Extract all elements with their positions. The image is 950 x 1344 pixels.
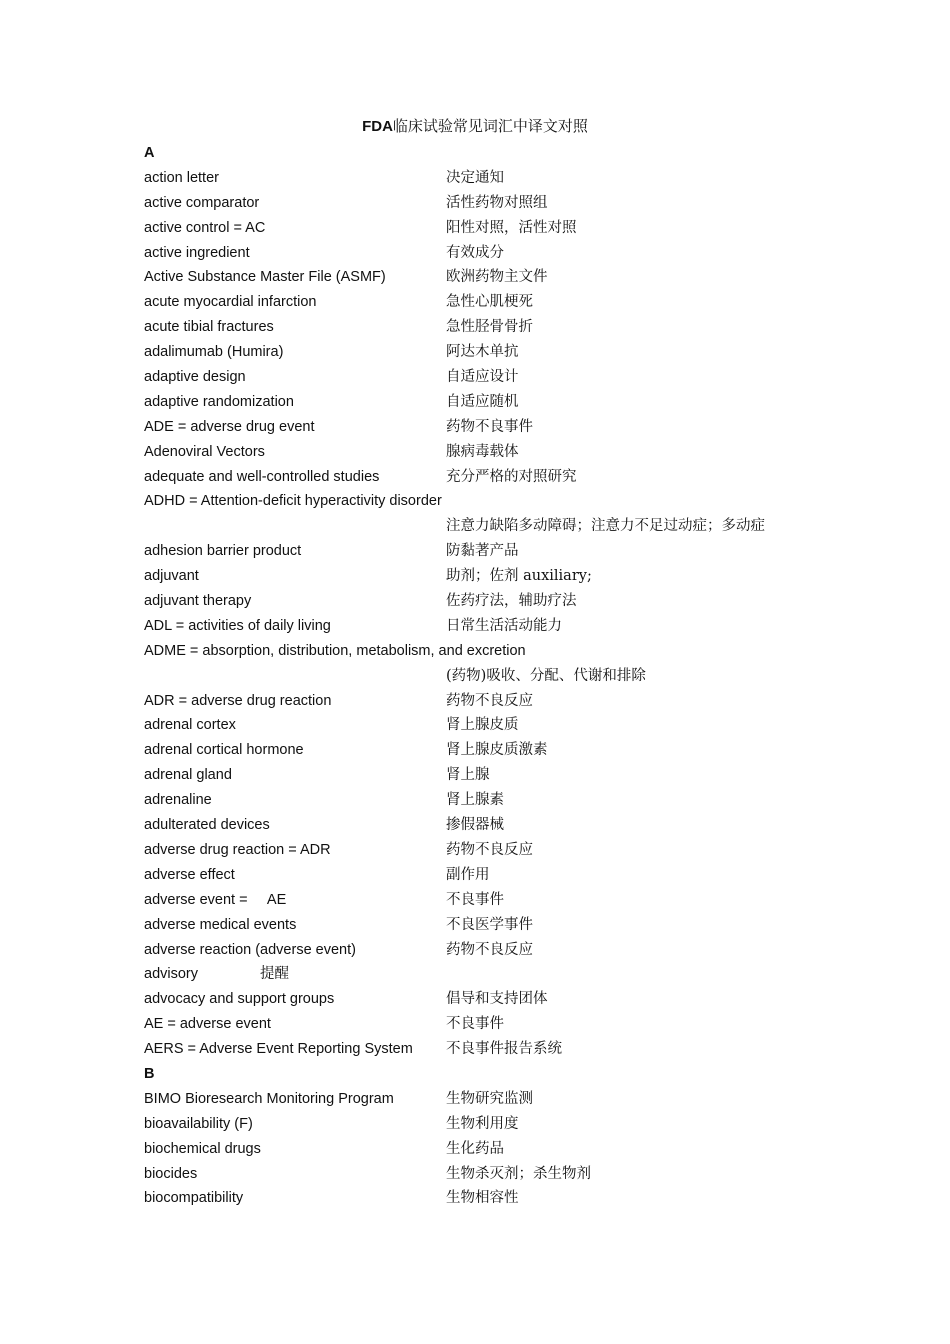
chinese-translation: 防黏著产品 — [446, 543, 519, 560]
english-term-text: advisory — [144, 966, 198, 983]
chinese-translation: 急性心肌梗死 — [446, 294, 533, 311]
glossary-entry — [144, 315, 844, 340]
english-term: advocacy and support groups — [144, 991, 335, 1008]
english-term: BIMO Bioresearch Monitoring Program — [144, 1090, 394, 1107]
glossary-entry — [144, 1162, 844, 1187]
glossary-entry — [144, 987, 844, 1012]
english-term: acute myocardial infarction — [144, 294, 317, 311]
title-prefix: FDA — [362, 118, 393, 135]
glossary-entry — [144, 290, 844, 315]
glossary-entry — [144, 265, 844, 290]
section-heading: A — [144, 145, 155, 161]
english-term: adhesion barrier product — [144, 543, 302, 560]
chinese-translation: 阳性对照，活性对照 — [446, 219, 577, 236]
chinese-translation: 不良事件 — [446, 891, 504, 908]
chinese-translation: 不良医学事件 — [446, 916, 533, 933]
chinese-translation: 注意力缺陷多动障碍；注意力不足过动症；多动症 — [446, 518, 765, 535]
glossary-entry — [144, 365, 844, 390]
chinese-translation: 提醒 — [260, 966, 289, 983]
glossary-entry — [144, 788, 844, 813]
glossary-entry — [144, 191, 844, 216]
section-letter-b — [144, 1062, 844, 1087]
glossary-entry — [144, 564, 844, 589]
english-term: adaptive randomization — [144, 393, 294, 410]
english-term: adrenal cortical hormone — [144, 742, 304, 759]
glossary-entry — [144, 813, 844, 838]
chinese-translation: 肾上腺皮质 — [446, 717, 519, 734]
chinese-translation: 有效成分 — [446, 244, 504, 261]
english-term: ADE = adverse drug event — [144, 418, 315, 435]
section-heading: B — [144, 1065, 155, 1082]
english-term: Active Substance Master File (ASMF) — [144, 269, 386, 286]
glossary-entry — [144, 539, 844, 564]
english-term: adulterated devices — [144, 817, 270, 834]
english-term: biochemical drugs — [144, 1140, 261, 1157]
glossary-entry — [144, 664, 844, 689]
english-term: adrenal gland — [144, 767, 232, 784]
english-term: ADL = activities of daily living — [144, 617, 331, 634]
chinese-translation: (药物)吸收、分配、代谢和排除 — [446, 667, 646, 684]
english-term: AE = adverse event — [144, 1016, 271, 1033]
glossary-entry — [144, 614, 844, 639]
english-term: adalimumab (Humira) — [144, 344, 284, 361]
glossary-entry — [144, 713, 844, 738]
glossary-entry — [144, 863, 844, 888]
english-term: acute tibial fractures — [144, 319, 274, 336]
english-term: adverse effect — [144, 866, 235, 883]
english-term: adverse medical events — [144, 916, 297, 933]
english-term: biocides — [144, 1165, 198, 1182]
chinese-translation: 腺病毒载体 — [446, 443, 519, 460]
chinese-translation: 肾上腺皮质激素 — [446, 742, 548, 759]
english-term: AERS = Adverse Event Reporting System — [144, 1041, 413, 1058]
english-term: active ingredient — [144, 244, 250, 261]
english-term: adverse drug reaction = ADR — [144, 841, 331, 858]
english-term: adequate and well-controlled studies — [144, 468, 380, 485]
glossary-entry — [144, 1137, 844, 1162]
glossary-entry — [144, 962, 844, 987]
document-title — [0, 117, 950, 137]
glossary-entry — [144, 1186, 844, 1211]
chinese-translation: 欧洲药物主文件 — [446, 269, 548, 286]
glossary-entry — [144, 1112, 844, 1137]
english-term: Adenoviral Vectors — [144, 443, 265, 460]
glossary-entry — [144, 340, 844, 365]
english-term: ADHD = Attention-deficit hyperactivity disorder — [144, 493, 442, 510]
glossary-entry — [144, 938, 844, 963]
chinese-translation: 生物研究监测 — [446, 1090, 533, 1107]
glossary-entry — [144, 589, 844, 614]
chinese-translation: 急性胫骨骨折 — [446, 319, 533, 336]
english-term: adjuvant — [144, 568, 199, 585]
glossary-entry — [144, 689, 844, 714]
chinese-translation: 药物不良反应 — [446, 841, 533, 858]
chinese-translation: 充分严格的对照研究 — [446, 468, 577, 485]
english-term: ADME = absorption, distribution, metabolism, and excretion — [144, 642, 526, 659]
glossary-list — [144, 141, 844, 1211]
title-rest: 临床试验常见词汇中译文对照 — [392, 118, 588, 135]
glossary-entry — [144, 241, 844, 266]
glossary-entry — [144, 489, 844, 514]
chinese-translation: 药物不良事件 — [446, 418, 533, 435]
english-term: action letter — [144, 169, 219, 186]
chinese-translation: 不良事件 — [446, 1016, 504, 1033]
english-term: ADR = adverse drug reaction — [144, 692, 332, 709]
english-term: active comparator — [144, 194, 260, 211]
english-term: adverse reaction (adverse event) — [144, 941, 356, 958]
chinese-translation: 阿达木单抗 — [446, 344, 519, 361]
chinese-translation: 生物利用度 — [446, 1115, 519, 1132]
glossary-entry — [144, 1087, 844, 1112]
chinese-translation: 决定通知 — [446, 169, 504, 186]
chinese-translation: 肾上腺 — [446, 767, 490, 784]
chinese-translation: 自适应随机 — [446, 393, 519, 410]
glossary-entry — [144, 838, 844, 863]
chinese-translation: 生化药品 — [446, 1140, 504, 1157]
chinese-translation: 肾上腺素 — [446, 792, 504, 809]
glossary-entry — [144, 913, 844, 938]
glossary-entry — [144, 465, 844, 490]
glossary-entry — [144, 1037, 844, 1062]
chinese-translation: 生物相容性 — [446, 1190, 519, 1207]
chinese-translation: 药物不良反应 — [446, 692, 533, 709]
chinese-translation: 掺假器械 — [446, 817, 504, 834]
english-term: active control = AC — [144, 219, 266, 236]
glossary-entry — [144, 166, 844, 191]
glossary-entry — [144, 738, 844, 763]
glossary-entry — [144, 440, 844, 465]
chinese-translation: 自适应设计 — [446, 369, 519, 386]
chinese-translation: 倡导和支持团体 — [446, 991, 548, 1008]
glossary-entry — [144, 216, 844, 241]
chinese-translation: 佐药疗法，辅助疗法 — [446, 593, 577, 610]
english-term: adverse event = AE — [144, 891, 287, 908]
english-term: adjuvant therapy — [144, 593, 252, 610]
glossary-entry — [144, 763, 844, 788]
section-letter-a — [144, 141, 844, 166]
english-term: adrenal cortex — [144, 717, 236, 734]
chinese-translation: 药物不良反应 — [446, 941, 533, 958]
chinese-translation: 副作用 — [446, 866, 490, 883]
glossary-entry — [144, 639, 844, 664]
english-term: adaptive design — [144, 369, 246, 386]
glossary-entry — [144, 888, 844, 913]
english-term — [144, 962, 289, 987]
english-term: bioavailability (F) — [144, 1115, 253, 1132]
glossary-entry — [144, 1012, 844, 1037]
chinese-translation: 日常生活活动能力 — [446, 617, 562, 634]
chinese-translation: 活性药物对照组 — [446, 194, 548, 211]
english-term: biocompatibility — [144, 1190, 244, 1207]
chinese-translation: 助剂；佐剂 auxiliary; — [446, 568, 592, 585]
glossary-entry — [144, 390, 844, 415]
english-term: adrenaline — [144, 792, 212, 809]
chinese-translation: 生物杀灭剂；杀生物剂 — [446, 1165, 591, 1182]
glossary-entry — [144, 415, 844, 440]
chinese-translation: 不良事件报告系统 — [446, 1041, 562, 1058]
glossary-entry — [144, 514, 844, 539]
